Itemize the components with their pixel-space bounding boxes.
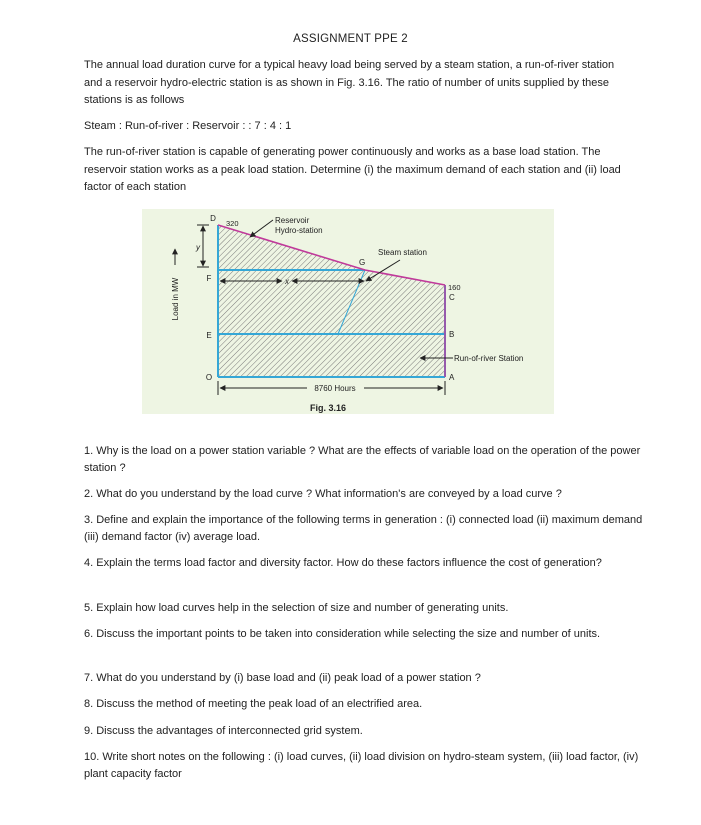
- question-10: 10. Write short notes on the following : (i) load curves, (ii) load division on hydro-steam system, (iii) load factor, (iv) plant capacity factor: [84, 751, 639, 780]
- page-title: ASSIGNMENT PPE 2: [293, 33, 408, 45]
- point-label-c: C: [449, 293, 455, 302]
- ratio-paragraph: Steam : Run-of-river : Reservoir : : 7 : 4 : 1: [84, 120, 292, 132]
- load-duration-figure: [142, 209, 554, 414]
- point-label-f: F: [206, 274, 212, 283]
- question-8: 8. Discuss the method of meeting the peak load of an electrified area.: [84, 698, 423, 710]
- load-duration-diagram: [142, 209, 554, 414]
- end-value-label: 160: [448, 283, 461, 292]
- figure-caption: Fig. 3.16: [309, 403, 347, 413]
- question-1: 1. Why is the load on a power station variable ? What are the effects of variable load on the operation of the power station ?: [84, 445, 641, 474]
- reservoir-label-line1: Reservoir: [275, 216, 310, 225]
- question-2: 2. What do you understand by the load curve ? What information's are conveyed by a load curve ?: [84, 488, 562, 500]
- point-label-o: O: [205, 373, 213, 382]
- y-axis-label: Load in MW: [171, 277, 180, 321]
- run-of-river-region: [218, 334, 445, 377]
- question-6: 6. Discuss the important points to be taken into consideration while selecting the size and number of units.: [84, 628, 601, 640]
- peak-value-label: 320: [226, 219, 239, 228]
- run-of-river-label: Run-of-river Station: [454, 354, 524, 363]
- point-label-d: D: [210, 214, 216, 223]
- point-label-a: A: [449, 373, 455, 382]
- hours-label: 8760 Hours: [314, 384, 356, 393]
- question-9: 9. Discuss the advantages of interconnected grid system.: [84, 725, 363, 737]
- point-label-e: E: [206, 331, 212, 340]
- reservoir-label-line2: Hydro-station: [275, 226, 323, 235]
- point-label-x: x: [285, 277, 289, 286]
- task-paragraph: The run-of-river station is capable of generating power continuously and works as a base load station. The reservoir station works as a peak load station. Determine (i) the maximum demand of each station and (ii) load factor of each station: [84, 146, 621, 193]
- point-label-y: y: [196, 243, 200, 252]
- question-7: 7. What do you understand by (i) base load and (ii) peak load of a power station ?: [84, 672, 481, 684]
- point-label-g: G: [359, 258, 366, 267]
- question-3: 3. Define and explain the importance of the following terms in generation : (i) connected load (ii) maximum demand (iii) demand factor (iv) average load.: [84, 514, 643, 543]
- steam-label: Steam station: [378, 248, 427, 257]
- question-5: 5. Explain how load curves help in the selection of size and number of generating units.: [84, 602, 509, 614]
- intro-paragraph: The annual load duration curve for a typical heavy load being served by a steam station, a run-of-river station and a reservoir hydro-electric station is as shown in Fig. 3.16. The ratio of number of units supplied by these stations is as follows: [84, 59, 615, 106]
- reservoir-leader: [250, 220, 273, 237]
- question-4: 4. Explain the terms load factor and diversity factor. How do these factors influence the cost of generation?: [84, 557, 602, 569]
- point-label-b: B: [449, 330, 455, 339]
- steam-region: [218, 270, 445, 334]
